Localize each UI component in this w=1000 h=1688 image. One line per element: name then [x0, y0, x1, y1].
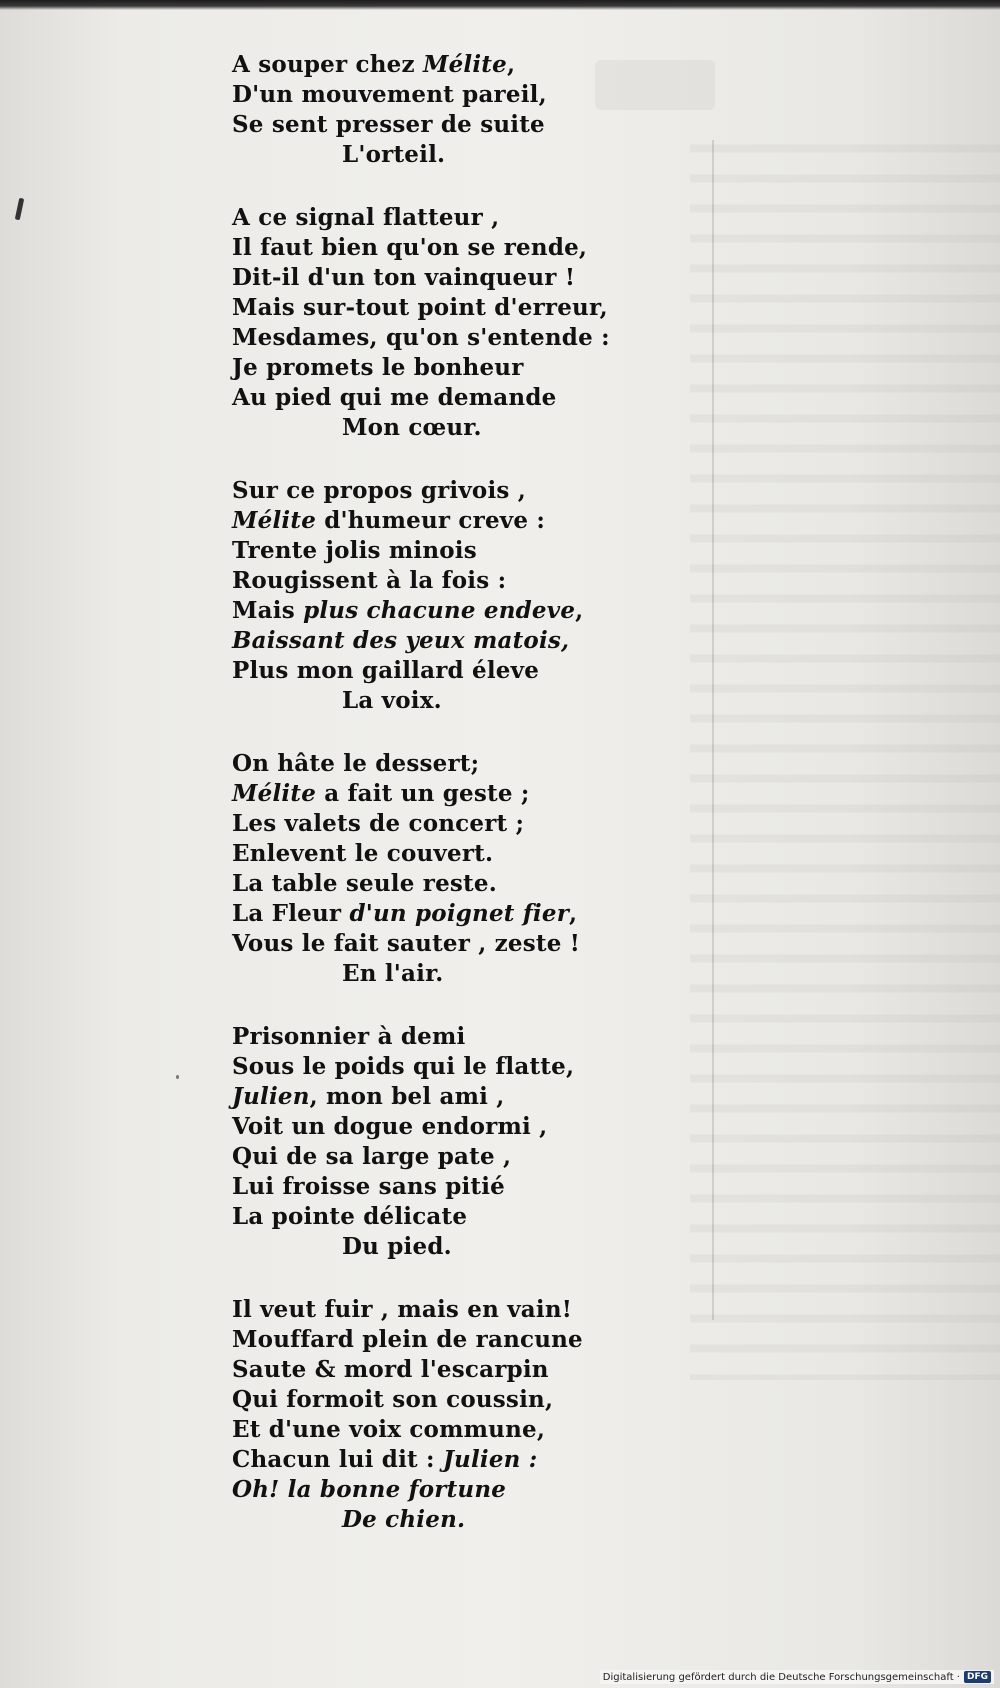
verse-line	[232, 353, 692, 383]
verse-line	[232, 749, 692, 779]
verse-line	[232, 1142, 692, 1172]
verse-line	[232, 1355, 692, 1385]
verse-line	[232, 656, 692, 686]
verse-text: Saute & mord l'escarpin	[232, 1356, 549, 1383]
verse-text: La voix.	[342, 687, 442, 714]
poem-text	[232, 50, 692, 1568]
verse-text: Lui froisse sans pitié	[232, 1173, 506, 1200]
verse-text: La Fleur	[232, 900, 350, 927]
verse-text: Prisonnier à demi	[232, 1023, 466, 1050]
italic-text: De chien.	[342, 1506, 466, 1533]
verse-line	[232, 1325, 692, 1355]
verse-text: Du pied.	[342, 1233, 452, 1260]
verse-line	[232, 929, 692, 959]
verse-text: Voit un dogue endormi ,	[232, 1113, 548, 1140]
verse-text: Mon cœur.	[342, 414, 482, 441]
italic-text: d'un poignet fier	[349, 900, 570, 927]
verse-text: , mon bel ami ,	[309, 1083, 505, 1110]
verse-line	[232, 1022, 692, 1052]
verse-text: a fait un geste ;	[316, 780, 530, 807]
verse-line	[232, 536, 692, 566]
verse-line	[232, 839, 692, 869]
ink-speck	[176, 1075, 179, 1079]
verse-text: Il faut bien qu'on se rende,	[232, 234, 588, 261]
verse-text: Plus mon gaillard éleve	[232, 657, 540, 684]
verse-text: Sur ce propos grivois ,	[232, 477, 526, 504]
refrain-line	[232, 1505, 692, 1535]
verse-text: Mouffard plein de rancune	[232, 1326, 583, 1353]
refrain-line	[232, 413, 692, 443]
verse-text: Qui formoit son coussin,	[232, 1386, 554, 1413]
verse-line	[232, 263, 692, 293]
verse-line	[232, 506, 692, 536]
italic-text: Baissant des yeux matois,	[232, 627, 570, 654]
verse-line	[232, 566, 692, 596]
page-top-edge	[0, 0, 1000, 10]
verse-text: A ce signal flatteur ,	[232, 204, 500, 231]
refrain-line	[232, 140, 692, 170]
refrain-line	[232, 959, 692, 989]
show-through-fold	[712, 140, 714, 1320]
verse-line	[232, 779, 692, 809]
italic-text: plus chacune endeve	[303, 597, 576, 624]
verse-line	[232, 1172, 692, 1202]
verse-text: ,	[569, 900, 578, 927]
verse-line	[232, 383, 692, 413]
verse-line	[232, 1202, 692, 1232]
verse-line	[232, 203, 692, 233]
ink-speck	[15, 198, 24, 221]
italic-text: Oh! la bonne fortune	[232, 1476, 507, 1503]
verse-line	[232, 50, 692, 80]
verse-text: Qui de sa large pate ,	[232, 1143, 512, 1170]
italic-text: Mélite	[422, 51, 507, 78]
verse-text: ,	[575, 597, 584, 624]
stanza	[232, 50, 692, 170]
verse-line	[232, 233, 692, 263]
verse-line	[232, 323, 692, 353]
verse-text: Se sent presser de suite	[232, 111, 545, 138]
verse-text: Au pied qui me demande	[232, 384, 557, 411]
verse-text: Trente jolis minois	[232, 537, 477, 564]
verse-text: A souper chez	[232, 51, 423, 78]
verse-line	[232, 293, 692, 323]
italic-text: Mélite	[232, 780, 317, 807]
dfg-logo: DFG	[964, 1671, 991, 1683]
verse-text: d'humeur creve :	[316, 507, 546, 534]
verse-text: Mais sur-tout point d'erreur,	[232, 294, 608, 321]
verse-line	[232, 596, 692, 626]
stanza	[232, 749, 692, 989]
verse-text: Enlevent le couvert.	[232, 840, 494, 867]
stanza	[232, 476, 692, 716]
refrain-line	[232, 1232, 692, 1262]
verse-line	[232, 899, 692, 929]
show-through-text	[690, 130, 1000, 1380]
refrain-line	[232, 686, 692, 716]
verse-line	[232, 1112, 692, 1142]
verse-line	[232, 1295, 692, 1325]
stanza	[232, 1022, 692, 1262]
verse-text: La table seule reste.	[232, 870, 497, 897]
verse-line	[232, 80, 692, 110]
stanza	[232, 1295, 692, 1535]
digitization-credit	[600, 1670, 994, 1684]
verse-line	[232, 809, 692, 839]
verse-text: Je promets le bonheur	[232, 354, 524, 381]
stanza	[232, 203, 692, 443]
verse-text: On hâte le dessert;	[232, 750, 480, 777]
verse-line	[232, 110, 692, 140]
credit-text: Digitalisierung gefördert durch die Deutsche Forschungsgemeinschaft ·	[602, 1671, 960, 1683]
verse-line	[232, 1445, 692, 1475]
italic-text: Julien	[232, 1083, 310, 1110]
verse-text: Et d'une voix commune,	[232, 1416, 546, 1443]
verse-text: Dit-il d'un ton vainqueur !	[232, 264, 576, 291]
verse-line	[232, 869, 692, 899]
verse-line	[232, 626, 692, 656]
verse-line	[232, 1475, 692, 1505]
verse-line	[232, 1052, 692, 1082]
verse-text: ,	[506, 51, 516, 78]
verse-line	[232, 1082, 692, 1112]
verse-text: Les valets de concert ;	[232, 810, 525, 837]
verse-text: L'orteil.	[342, 141, 446, 168]
verse-text: D'un mouvement pareil,	[232, 81, 547, 108]
verse-text: Il veut fuir , mais en vain!	[232, 1296, 573, 1323]
italic-text: Julien :	[442, 1446, 538, 1473]
italic-text: Mélite	[232, 507, 317, 534]
verse-text: Mais	[232, 597, 304, 624]
verse-text: Chacun lui dit :	[232, 1446, 443, 1473]
verse-text: En l'air.	[342, 960, 444, 987]
verse-text: Rougissent à la fois :	[232, 567, 507, 594]
verse-text: Sous le poids qui le flatte,	[232, 1053, 575, 1080]
verse-text: La pointe délicate	[232, 1203, 468, 1230]
verse-text: Vous le fait sauter , zeste !	[232, 930, 581, 957]
verse-line	[232, 1415, 692, 1445]
verse-line	[232, 476, 692, 506]
verse-line	[232, 1385, 692, 1415]
verse-text: Mesdames, qu'on s'entende :	[232, 324, 610, 351]
